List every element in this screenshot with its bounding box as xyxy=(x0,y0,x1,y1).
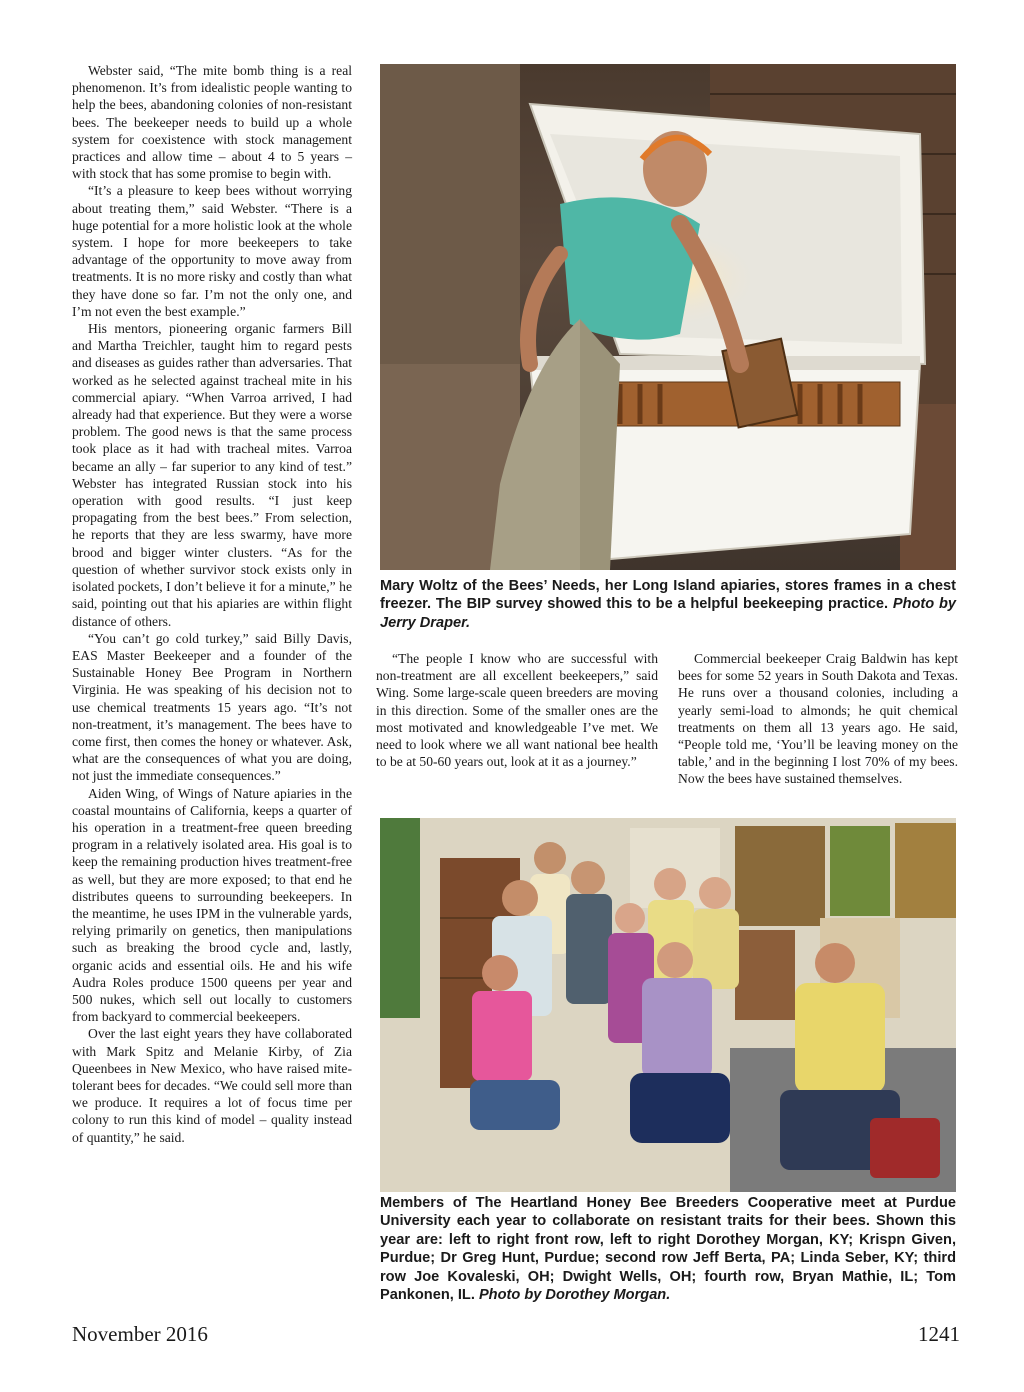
paragraph: “The people I know who are successful with non-treatment are all excellent beekeepers,” said Wing. Some large-scale queen breeders are moving in this direction. Some of the smaller ones are the most motivated and knowledgeable I’ve met. We need to look where we all want national bee health to be at 50-60 years out, look at it as a journey.” xyxy=(376,651,658,770)
photo-credit: Photo by Dorothey Morgan. xyxy=(478,1287,671,1304)
photo-group-portrait xyxy=(380,818,956,1192)
photo-chest-freezer xyxy=(380,64,956,570)
caption-text: Members of The Heartland Honey Bee Breeders Cooperative meet at Purdue University each year to collaborate on resistant traits for their bees. Shown this year are: left to right front row, left to right Dorothey Morgan, KY; Krispn Given, Purdue; Dr Greg Hunt, Purdue; second row Jeff Berta, PA; Linda Seber, KY; third row Joe Kovaleski, OH; Dwight Wells, OH; fourth row, Bryan Mathie, IL; Tom Pankonen, IL. xyxy=(380,1195,956,1304)
paragraph: Over the last eight years they have collaborated with Mark Spitz and Melanie Kirby, of Zia Queenbees in New Mexico, who have raised mite-tolerant bees for decades. “We could sell more than we produce. It requires a lot of focus time per colony to run this kind of model – quality instead of quantity,” he said. xyxy=(72,1026,352,1145)
paragraph: “It’s a pleasure to keep bees without worrying about treating them,” said Webster. “There is a huge potential for a more holistic look at the whole system. I hope for more beekeepers to take advantage of the opportunity to move away from treatments. It is no more risky and costly than what they have done so far. I’m not the only one, and I’m not even the best example.” xyxy=(72,183,352,319)
article-column-right xyxy=(678,650,958,788)
issue-date: November 2016 xyxy=(72,1322,208,1346)
paragraph: “You can’t go cold turkey,” said Billy Davis, EAS Master Beekeeper and a founder of the Sustainable Honey Bee Program in Northern Virginia. He was speaking of his decision not to use chemical treatments 15 years ago. “It’s not non-treatment, it’s management. The bees have to come first, then comes the honey or whatever. Ask, what are the consequences of what you are doing, not just the immediate consequences.” xyxy=(72,630,352,784)
paragraph: Webster said, “The mite bomb thing is a real phenomenon. It’s from idealistic people wanting to help the bees, abandoning colonies of non-resistant bees. The beekeeper needs to build up a whole system for coexistence with stock management practices and allow time – about 4 to 5 years – with stock that has some promise to begin with. xyxy=(72,63,352,182)
page-number: 1241 xyxy=(918,1322,960,1346)
photo-credit: Photo by Jerry Draper. xyxy=(380,596,956,631)
article-column-middle xyxy=(376,650,658,770)
paragraph: His mentors, pioneering organic farmers Bill and Martha Treichler, taught him to regard pests and diseases as guides rather than adversaries. That worked as he selected against tracheal mite in his commercial apiary. “When Varroa arrived, I had already had that experience. But they were a worse problem. The good news is that the same process took place as it had with tracheal mites. Varroa became an ally – far superior to any kind of test.” Webster has integrated Russian stock into his operation with good results. “I just keep propagating from the best bees.” From selection, he reports that they are less swarmy, have more brood and bigger winter clusters. “As for the question of whether survivor stock exists only in isolated pockets, I don’t believe it for a minute,” he said, pointing out that his apiaries are within flight distance of others. xyxy=(72,321,352,629)
caption-text: Mary Woltz of the Bees’ Needs, her Long Island apiaries, stores frames in a chest freezer. The BIP survey showed this to be a helpful beekeeping practice. xyxy=(380,578,956,613)
paragraph: Aiden Wing, of Wings of Nature apiaries in the coastal mountains of California, keeps a quarter of his operation in a treatment-free queen breeding program in a relatively isolated area. His goal is to keep the remaining production hives treatment-free as well, but they are more exposed; to that end he distributes queens to surrounding beekeepers. In the meantime, he uses IPM in the vulnerable yards, relying primarily on genetics, then manipulations such as breaking the brood cycle and, lastly, organic acids and essential oils. He and his wife Audra Roles produce 1500 queens per year and 500 nukes, which sell out locally to customers from backyard to commercial beekeepers. xyxy=(72,785,352,1025)
paragraph: Commercial beekeeper Craig Baldwin has kept bees for some 52 years in South Dakota and Texas. He runs over a thousand colonies, including a yearly semi-load to almonds; he quit chemical treatments on them all 13 years ago. He said, “People told me, ‘You’ll be leaving money on the table,’ and in the beginning I lost 70% of my bees. Now the bees have sustained themselves. xyxy=(678,651,958,787)
article-column-left xyxy=(72,62,352,1146)
photo-caption-top xyxy=(380,577,956,632)
photo-caption-bottom xyxy=(380,1194,956,1304)
